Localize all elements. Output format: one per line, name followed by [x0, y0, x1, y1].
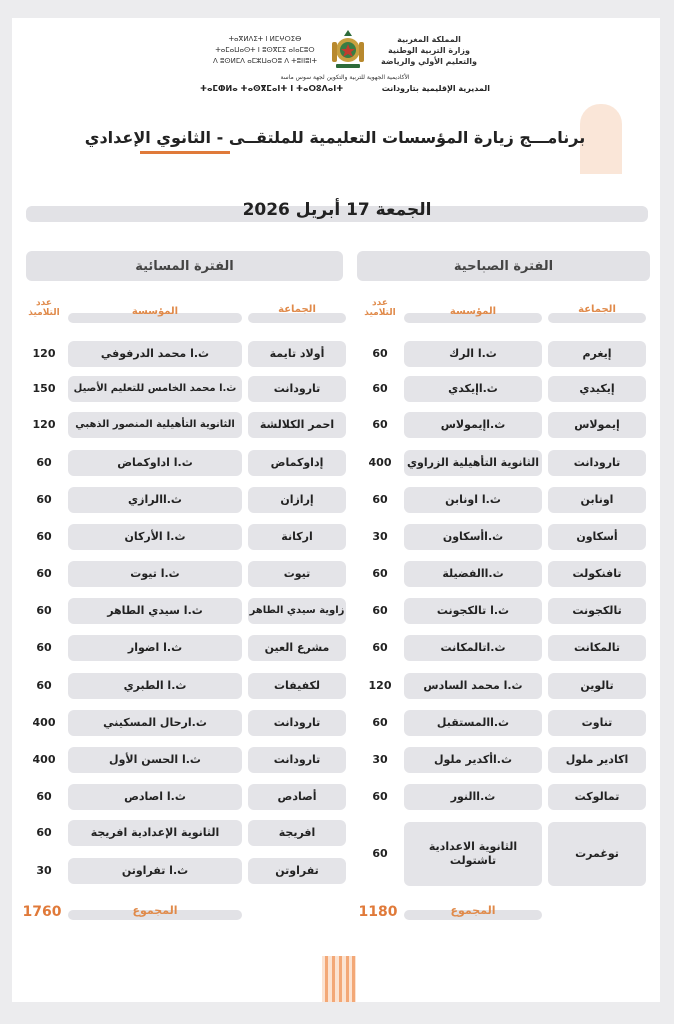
evening-commune-5: اركانة: [248, 524, 346, 550]
morning-col-school: المؤسسة: [449, 306, 497, 317]
evening-commune-2: احمر الكلالشة: [248, 412, 346, 438]
morning-commune-1: إيكيدي: [548, 376, 646, 402]
evening-school-1: ث.ا محمد الخامس للتعليم الأصيل: [68, 376, 242, 402]
evening-school-2: الثانوية التأهيلية المنصور الذهبي: [68, 412, 242, 438]
evening-commune-13: افريجة: [248, 820, 346, 846]
evening-commune-1: تارودانت: [248, 376, 346, 402]
morning-school-9: ث.ا محمد السادس: [404, 673, 542, 699]
morning-total-label: المجموع: [450, 904, 496, 917]
morning-school-1: ث.اإيكدي: [404, 376, 542, 402]
morning-count-10: 60: [372, 716, 388, 729]
morning-school-8: ث.اتالمكانت: [404, 635, 542, 661]
evening-col-count: [24, 298, 64, 318]
ministry-tifinagh-line-1: ⵜⴰⴳⵍⴷⵉⵜ ⵏ ⵍⵎⵖⵔⵉⴱ: [228, 35, 302, 43]
evening-commune-12: أصادص: [248, 784, 346, 810]
evening-col-count-line-2: التلاميذ: [28, 308, 60, 318]
date-label: الجمعة 17 أبريل 2026: [242, 200, 432, 220]
morning-count-8: 60: [372, 641, 388, 654]
morning-commune-13: توغمرت: [548, 822, 646, 886]
morning-count-13: 60: [372, 847, 388, 860]
evening-school-9: ث.ا الطبري: [68, 673, 242, 699]
evening-school-12: ث.ا اصادص: [68, 784, 242, 810]
evening-count-6: 60: [36, 567, 52, 580]
morning-count-6: 60: [372, 567, 388, 580]
evening-commune-9: لكفيفات: [248, 673, 346, 699]
ministry-tifinagh-line-3: ⴷ ⵓⵙⵍⵎⴷ ⴰⵎⵣⵡⴰⵔⵓ ⴷ ⵜⵓⵏⵏⵓⵏⵜ: [212, 57, 318, 65]
evening-school-3: ث.ا اداوكماض: [68, 450, 242, 476]
evening-count-13: 60: [36, 826, 52, 839]
evening-school-6: ث.ا تيوت: [68, 561, 242, 587]
morning-count-4: 60: [372, 493, 388, 506]
evening-commune-14: تفراوتن: [248, 858, 346, 884]
morning-count-1: 60: [372, 382, 388, 395]
morning-count-12: 60: [372, 790, 388, 803]
evening-count-11: 400: [32, 753, 56, 766]
evening-school-5: ث.ا الأركان: [68, 524, 242, 550]
crest-icon: [328, 28, 368, 72]
morning-commune-10: تناوت: [548, 710, 646, 736]
morning-count-2: 60: [372, 418, 388, 431]
page-title: برنامـــج زيارة المؤسسات التعليمية للملتقــى - الثانوي الإعدادي: [84, 128, 586, 147]
morning-commune-0: إيغرم: [548, 341, 646, 367]
evening-count-2: 120: [32, 418, 56, 431]
morning-commune-2: إيمولاس: [548, 412, 646, 438]
evening-school-13: الثانوية الإعدادية افريجة: [68, 820, 242, 846]
morning-school-13: الثانوية الاعدادية تاشتولت: [404, 822, 542, 886]
morning-school-6: ث.االفضيلة: [404, 561, 542, 587]
evening-school-8: ث.ا اضوار: [68, 635, 242, 661]
ministry-header: [200, 28, 490, 100]
evening-commune-10: تارودانت: [248, 710, 346, 736]
evening-count-3: 60: [36, 456, 52, 469]
morning-school-12: ث.االنور: [404, 784, 542, 810]
title-underline: [140, 151, 230, 154]
evening-count-9: 60: [36, 679, 52, 692]
evening-total-value: 1760: [22, 904, 62, 920]
morning-header: الفترة الصباحية: [357, 251, 650, 281]
morning-col-count: [360, 298, 400, 318]
evening-count-0: 120: [32, 347, 56, 360]
evening-total-label: المجموع: [132, 904, 178, 917]
evening-count-1: 150: [32, 382, 56, 395]
morning-col-count-line-2: التلاميذ: [364, 308, 396, 318]
morning-commune-7: تالكجونت: [548, 598, 646, 624]
evening-school-14: ث.ا تفراوتن: [68, 858, 242, 884]
evening-count-5: 60: [36, 530, 52, 543]
ministry-arabic-line-3: والتعليم الأولي والرياضة: [381, 57, 477, 66]
evening-commune-4: إرازان: [248, 487, 346, 513]
ministry-arabic-block: [368, 34, 490, 67]
ministry-arabic-line-1: المملكة المغربية: [397, 35, 461, 44]
evening-school-0: ث.ا محمد الدرفوفي: [68, 341, 242, 367]
morning-school-2: ث.اإيمولاس: [404, 412, 542, 438]
evening-commune-3: إداوكماض: [248, 450, 346, 476]
evening-col-school: المؤسسة: [131, 306, 179, 317]
evening-col-commune: الجماعة: [278, 304, 316, 315]
morning-col-count-line-1: عدد: [372, 298, 388, 308]
evening-commune-0: أولاد تايمة: [248, 341, 346, 367]
morning-count-7: 60: [372, 604, 388, 617]
morning-commune-8: تالمكانت: [548, 635, 646, 661]
evening-count-8: 60: [36, 641, 52, 654]
morning-school-7: ث.ا تالكجونت: [404, 598, 542, 624]
morning-school-11: ث.اأكدير ملول: [404, 747, 542, 773]
morning-school-0: ث.ا الرك: [404, 341, 542, 367]
evening-header: الفترة المسائية: [26, 251, 343, 281]
evening-col-count-line-1: عدد: [36, 298, 52, 308]
ministry-tifinagh-block: [200, 34, 330, 67]
morning-commune-9: تالوين: [548, 673, 646, 699]
evening-commune-11: تارودانت: [248, 747, 346, 773]
morning-col-commune: الجماعة: [578, 304, 616, 315]
evening-school-11: ث.ا الحسن الأول: [68, 747, 242, 773]
academy-line: الأكاديمية الجهوية للتربية والتكوين لجهة سوس ماسة: [280, 74, 410, 81]
morning-commune-4: اونابن: [548, 487, 646, 513]
evening-school-4: ث.االرازي: [68, 487, 242, 513]
morning-count-5: 30: [372, 530, 388, 543]
morning-school-10: ث.االمستقبل: [404, 710, 542, 736]
morning-commune-11: اكادير ملول: [548, 747, 646, 773]
evening-count-4: 60: [36, 493, 52, 506]
morning-count-3: 400: [368, 456, 392, 469]
morning-count-9: 120: [368, 679, 392, 692]
evening-school-10: ث.ارحال المسكيني: [68, 710, 242, 736]
morning-school-3: الثانوية التأهيلية الزراوي: [404, 450, 542, 476]
morning-count-11: 30: [372, 753, 388, 766]
directorate-arabic: المديرية الإقليمية بتارودانت: [381, 84, 490, 93]
morning-commune-3: تارودانت: [548, 450, 646, 476]
evening-count-10: 400: [32, 716, 56, 729]
directorate-row: [200, 84, 490, 93]
evening-commune-6: تيوت: [248, 561, 346, 587]
evening-commune-7: زاوية سيدي الطاهر: [248, 598, 346, 624]
directorate-tifinagh: ⵜⴰⵎⵀⵍⴰ ⵜⴰⵙⴳⵎⴰⵏⵜ ⵏ ⵜⴰⵔⵓⴷⴰⵏⵜ: [200, 84, 344, 93]
evening-count-7: 60: [36, 604, 52, 617]
evening-school-7: ث.ا سيدي الطاهر: [68, 598, 242, 624]
ministry-arabic-line-2: وزارة التربية الوطنية: [387, 46, 470, 55]
evening-count-14: 30: [36, 864, 52, 877]
morning-count-0: 60: [372, 347, 388, 360]
morning-commune-12: تمالوكت: [548, 784, 646, 810]
morning-commune-6: تافنكولت: [548, 561, 646, 587]
evening-commune-8: مشرع العين: [248, 635, 346, 661]
ministry-tifinagh-line-2: ⵜⴰⵎⴰⵡⴰⵙⵜ ⵏ ⵓⵙⴳⵎⵉ ⴰⵏⴰⵎⵓⵔ: [215, 46, 315, 54]
footer-decoration: [322, 956, 356, 1002]
morning-total-value: 1180: [358, 904, 398, 920]
morning-commune-5: أسكاون: [548, 524, 646, 550]
morning-school-4: ث.ا اونابن: [404, 487, 542, 513]
morning-school-5: ث.اأسكاون: [404, 524, 542, 550]
evening-count-12: 60: [36, 790, 52, 803]
